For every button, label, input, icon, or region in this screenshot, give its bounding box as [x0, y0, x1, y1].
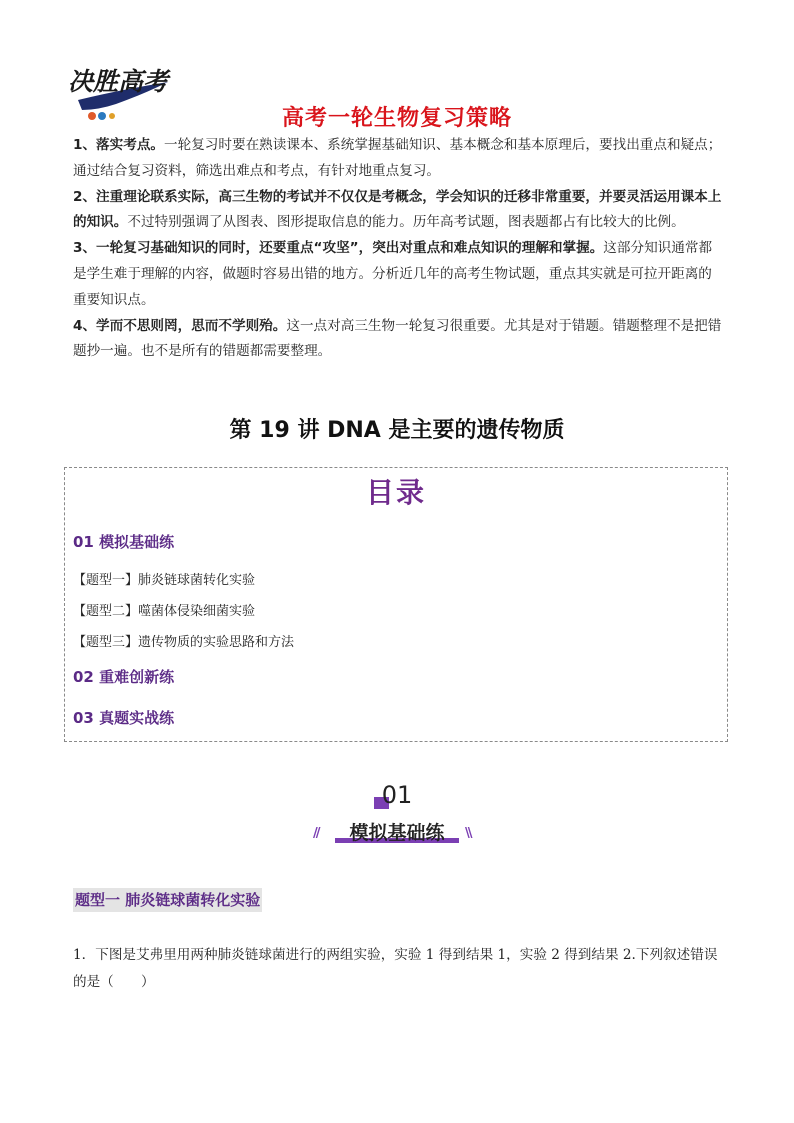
- svg-text:决胜高考: 决胜高考: [68, 67, 169, 96]
- toc-item-type1[interactable]: 【题型一】肺炎链球菌转化实验: [73, 573, 256, 588]
- right-slash-mark: \\: [465, 826, 471, 841]
- toc-item-type2[interactable]: 【题型二】噬菌体侵染细菌实验: [73, 604, 256, 619]
- strategy-title: 高考一轮生物复习策略: [281, 106, 512, 131]
- table-of-contents: [64, 467, 728, 742]
- left-slash-mark: //: [313, 826, 319, 841]
- toc-heading: 目录: [365, 476, 426, 509]
- toc-item-type3[interactable]: 【题型三】遗传物质的实验思路和方法: [73, 635, 295, 650]
- question-type-heading: 题型一 肺炎链球菌转化实验: [73, 888, 262, 912]
- study-tips: [73, 133, 723, 365]
- section-number: 01: [381, 781, 413, 809]
- section-title: 模拟基础练: [349, 822, 445, 844]
- toc-section-real-exam[interactable]: 03 真题实战练: [73, 709, 175, 727]
- tip-paragraph: 4、学而不思则罔，思而不学则殆。这一点对高三生物一轮复习很重要。尤其是对于错题。错题整理不是把错题抄一遍。也不是所有的错题都需要整理。: [73, 317, 722, 360]
- tip-paragraph: 3、一轮复习基础知识的同时，还要重点“攻坚”，突出对重点和难点知识的理解和掌握。这部分知识通常都是学生难于理解的内容，做题时容易出错的地方。分析近几年的高考生物试题，重点其实就是可拉开距离的重要知识点。: [73, 240, 713, 308]
- question-text: 1．下图是艾弗里用两种肺炎链球菌进行的两组实验，实验 1 得到结果 1，实验 2 得到结果 2.下列叙述错误的是（ ）: [73, 947, 718, 990]
- tip-paragraph: 2、注重理论联系实际，高三生物的考试并不仅仅是考概念，学会知识的迁移非常重要，并要灵活运用课本上的知识。不过特别强调了从图表、图形提取信息的能力。历年高考试题，图表题都占有比较大的比例。: [73, 188, 722, 231]
- tip-paragraph: 1、落实考点。一轮复习时要在熟读课本、系统掌握基础知识、基本概念和基本原理后，要找出重点和疑点；通过结合复习资料，筛选出难点和考点，有针对地重点复习。: [73, 137, 722, 179]
- toc-section-innovation[interactable]: 02 重难创新练: [73, 668, 175, 686]
- toc-section-basic[interactable]: 01 模拟基础练: [73, 533, 175, 551]
- lecture-title: 第 19 讲 DNA 是主要的遗传物质: [229, 418, 565, 443]
